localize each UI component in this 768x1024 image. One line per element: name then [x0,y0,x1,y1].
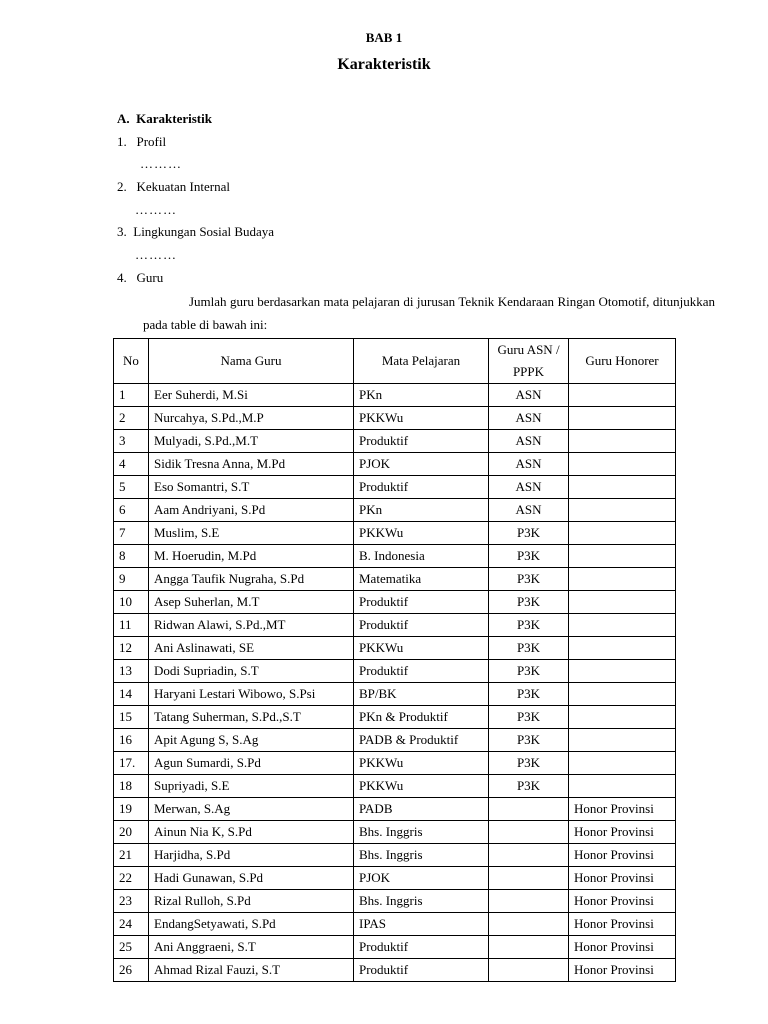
cell-no: 11 [114,614,149,637]
cell-name: Supriyadi, S.E [149,775,354,798]
cell-honorer [569,499,676,522]
cell-name: EndangSetyawati, S.Pd [149,913,354,936]
cell-no: 24 [114,913,149,936]
table-row [114,430,676,453]
cell-honorer: Honor Provinsi [569,821,676,844]
col-header-subject: Mata Pelajaran [354,339,489,384]
cell-asn: P3K [489,752,569,775]
col-header-no: No [114,339,149,384]
table-row [114,683,676,706]
cell-asn: P3K [489,637,569,660]
table-row [114,729,676,752]
cell-no: 12 [114,637,149,660]
table-row [114,798,676,821]
cell-asn [489,821,569,844]
cell-name: Eer Suherdi, M.Si [149,384,354,407]
section-label: A. [117,111,130,126]
list-item-number: 1. [117,134,127,149]
cell-subject: Bhs. Inggris [354,821,489,844]
table-row [114,476,676,499]
cell-no: 23 [114,890,149,913]
list-item-label: Lingkungan Sosial Budaya [133,224,275,239]
list-item [117,179,230,195]
cell-subject: Bhs. Inggris [354,844,489,867]
cell-no: 16 [114,729,149,752]
cell-asn [489,959,569,982]
cell-no: 6 [114,499,149,522]
cell-asn: P3K [489,591,569,614]
table-row [114,453,676,476]
cell-no: 14 [114,683,149,706]
cell-subject: Bhs. Inggris [354,890,489,913]
cell-asn: P3K [489,683,569,706]
cell-honorer [569,706,676,729]
cell-asn [489,844,569,867]
table-row [114,545,676,568]
cell-honorer [569,568,676,591]
cell-honorer [569,407,676,430]
cell-subject: IPAS [354,913,489,936]
table-header-row [114,339,676,384]
cell-subject: BP/BK [354,683,489,706]
cell-honorer: Honor Provinsi [569,844,676,867]
cell-subject: PKn & Produktif [354,706,489,729]
cell-no: 1 [114,384,149,407]
cell-honorer: Honor Provinsi [569,959,676,982]
table-row [114,890,676,913]
cell-name: Ainun Nia K, S.Pd [149,821,354,844]
table-row [114,844,676,867]
list-item-label: Kekuatan Internal [136,179,230,194]
cell-name: Dodi Supriadin, S.T [149,660,354,683]
teacher-table [113,338,676,982]
cell-no: 17. [114,752,149,775]
cell-honorer [569,775,676,798]
cell-honorer [569,729,676,752]
table-row [114,499,676,522]
cell-name: Sidik Tresna Anna, M.Pd [149,453,354,476]
cell-asn [489,890,569,913]
cell-asn [489,798,569,821]
cell-subject: PKn [354,499,489,522]
cell-no: 25 [114,936,149,959]
cell-subject: PKn [354,384,489,407]
cell-no: 20 [114,821,149,844]
cell-name: Haryani Lestari Wibowo, S.Psi [149,683,354,706]
cell-no: 2 [114,407,149,430]
table-row [114,660,676,683]
cell-subject: PKKWu [354,522,489,545]
cell-honorer [569,683,676,706]
cell-honorer [569,430,676,453]
cell-asn: ASN [489,453,569,476]
cell-no: 10 [114,591,149,614]
table-row [114,959,676,982]
table-row [114,384,676,407]
cell-subject: Produktif [354,430,489,453]
col-header-honorer: Guru Honorer [569,339,676,384]
cell-asn: ASN [489,499,569,522]
cell-asn: P3K [489,614,569,637]
table-row [114,568,676,591]
cell-subject: PJOK [354,867,489,890]
col-header-asn: Guru ASN / PPPK [489,339,569,384]
cell-subject: Produktif [354,660,489,683]
cell-honorer [569,614,676,637]
cell-name: Apit Agung S, S.Ag [149,729,354,752]
cell-name: Ani Aslinawati, SE [149,637,354,660]
cell-subject: Produktif [354,614,489,637]
cell-no: 3 [114,430,149,453]
table-row [114,706,676,729]
cell-name: Ahmad Rizal Fauzi, S.T [149,959,354,982]
list-item-label: Profil [136,134,167,149]
cell-subject: PKKWu [354,637,489,660]
cell-no: 7 [114,522,149,545]
list-item [117,270,163,286]
table-body [114,384,676,982]
cell-subject: Produktif [354,936,489,959]
cell-name: Aam Andriyani, S.Pd [149,499,354,522]
cell-subject: PADB & Produktif [354,729,489,752]
cell-asn: P3K [489,775,569,798]
page-title: Karakteristik [337,56,431,73]
cell-name: Agun Sumardi, S.Pd [149,752,354,775]
cell-asn: ASN [489,407,569,430]
cell-name: Ridwan Alawi, S.Pd.,MT [149,614,354,637]
cell-asn: ASN [489,384,569,407]
table-row [114,591,676,614]
table-row [114,821,676,844]
table-row [114,913,676,936]
cell-asn: P3K [489,729,569,752]
table-row [114,407,676,430]
cell-honorer [569,384,676,407]
cell-honorer [569,476,676,499]
cell-honorer [569,522,676,545]
cell-honorer [569,637,676,660]
cell-name: Angga Taufik Nugraha, S.Pd [149,568,354,591]
cell-subject: B. Indonesia [354,545,489,568]
cell-subject: PJOK [354,453,489,476]
cell-no: 22 [114,867,149,890]
cell-subject: PKKWu [354,775,489,798]
cell-honorer [569,545,676,568]
cell-asn: P3K [489,660,569,683]
table-row [114,637,676,660]
cell-name: Rizal Rulloh, S.Pd [149,890,354,913]
list-item [117,134,166,150]
cell-name: Ani Anggraeni, S.T [149,936,354,959]
cell-no: 9 [114,568,149,591]
cell-asn: P3K [489,568,569,591]
cell-subject: Produktif [354,959,489,982]
list-item-number: 2. [117,179,127,194]
table-row [114,614,676,637]
cell-honorer [569,453,676,476]
section-heading [117,111,212,127]
cell-name: Merwan, S.Ag [149,798,354,821]
cell-name: Harjidha, S.Pd [149,844,354,867]
cell-no: 13 [114,660,149,683]
cell-no: 8 [114,545,149,568]
cell-no: 15 [114,706,149,729]
cell-subject: Produktif [354,476,489,499]
cell-name: Eso Somantri, S.T [149,476,354,499]
cell-no: 19 [114,798,149,821]
cell-subject: PKKWu [354,407,489,430]
cell-asn: P3K [489,706,569,729]
table-row [114,867,676,890]
cell-asn: ASN [489,476,569,499]
cell-name: Asep Suherlan, M.T [149,591,354,614]
placeholder-dots: ……… [135,202,177,217]
section-heading-text: Karakteristik [136,111,212,126]
cell-name: Muslim, S.E [149,522,354,545]
cell-asn: ASN [489,430,569,453]
cell-asn [489,867,569,890]
cell-subject: Matematika [354,568,489,591]
cell-subject: Produktif [354,591,489,614]
list-item-label: Guru [136,270,164,285]
list-item-number: 3. [117,224,127,239]
cell-no: 4 [114,453,149,476]
cell-honorer: Honor Provinsi [569,890,676,913]
cell-asn [489,913,569,936]
cell-no: 5 [114,476,149,499]
table-row [114,775,676,798]
list-item-number: 4. [117,270,127,285]
cell-asn [489,936,569,959]
cell-name: M. Hoerudin, M.Pd [149,545,354,568]
placeholder-dots: ……… [140,156,182,171]
cell-asn: P3K [489,545,569,568]
cell-no: 21 [114,844,149,867]
cell-name: Hadi Gunawan, S.Pd [149,867,354,890]
cell-honorer [569,591,676,614]
cell-name: Tatang Suherman, S.Pd.,S.T [149,706,354,729]
table-row [114,752,676,775]
cell-no: 26 [114,959,149,982]
cell-honorer: Honor Provinsi [569,936,676,959]
intro-paragraph: Jumlah guru berdasarkan mata pelajaran di jurusan Teknik Kendaraan Ringan Otomotif, ditunjukkan pada table di bawah ini: [143,294,715,332]
table-row [114,936,676,959]
placeholder-dots: ……… [135,247,177,262]
cell-honorer: Honor Provinsi [569,798,676,821]
cell-asn: P3K [489,522,569,545]
cell-honorer [569,752,676,775]
table-row [114,522,676,545]
chapter-label: BAB 1 [365,30,403,45]
col-header-name: Nama Guru [149,339,354,384]
cell-honorer: Honor Provinsi [569,913,676,936]
cell-no: 18 [114,775,149,798]
cell-subject: PADB [354,798,489,821]
cell-honorer [569,660,676,683]
list-item [117,224,274,240]
cell-honorer: Honor Provinsi [569,867,676,890]
cell-name: Nurcahya, S.Pd.,M.P [149,407,354,430]
cell-name: Mulyadi, S.Pd.,M.T [149,430,354,453]
cell-subject: PKKWu [354,752,489,775]
